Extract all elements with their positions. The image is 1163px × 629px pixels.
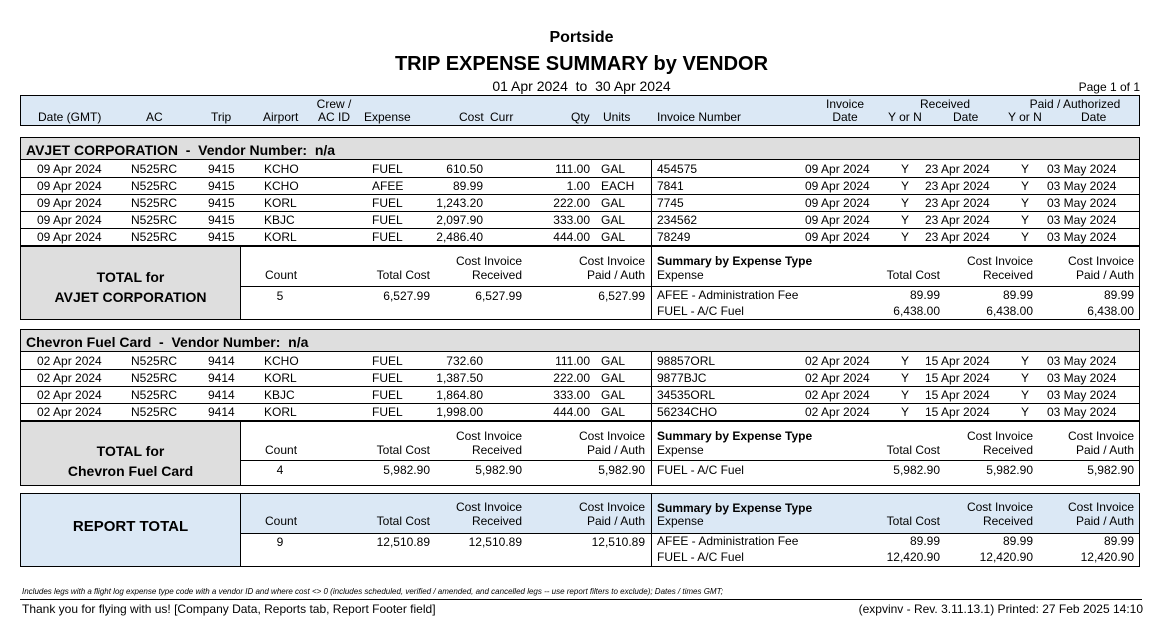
col-crew-line2: AC ID [317,110,350,124]
cell-date: 09 Apr 2024 [37,230,102,244]
cell-invoice-number: 234562 [657,213,698,227]
vendor-total-cost: 5,982.90 [383,463,430,477]
cell-paid-yn: Y [1021,388,1030,402]
cost-invoice-received-header-2: Received [471,514,522,528]
cell-invoice-date: 09 Apr 2024 [805,162,870,176]
cell-invoice-number: 7841 [657,179,684,193]
cell-date: 02 Apr 2024 [37,371,102,385]
summary-title: Summary by Expense Type [657,429,813,443]
cell-invoice-number: 56234CHO [657,405,718,419]
date-to: 30 Apr 2024 [595,78,671,94]
vendor-name: Chevron Fuel Card [26,334,152,350]
summary-received-header-2: Received [982,514,1033,528]
vendor-total-label [21,267,240,307]
summary-paid: 5,982.90 [1087,463,1134,477]
cost-invoice-paid-header-1: Cost Invoice [578,429,645,443]
summary-expense: AFEE - Administration Fee [657,534,799,548]
cell-ac: N525RC [131,388,178,402]
cell-ac: N525RC [131,354,178,368]
summary-expense: FUEL - A/C Fuel [657,550,744,564]
total-count-header: Count [265,443,298,457]
summary-paid-header-1: Cost Invoice [1067,429,1134,443]
col-paid-yn: Y or N [1008,110,1042,124]
summary-cost: 5,982.90 [893,463,940,477]
col-received-date: Date [953,110,979,124]
summary-received: 6,438.00 [986,304,1033,318]
summary-total-cost-header: Total Cost [886,514,940,528]
cell-airport: KCHO [264,354,299,368]
cell-invoice-date: 09 Apr 2024 [805,213,870,227]
cell-cost: 610.50 [446,162,483,176]
summary-total-cost-header: Total Cost [886,268,940,282]
col-ac: AC [146,110,163,124]
vendor-total-label-line1: TOTAL for [96,443,165,459]
cell-expense: FUEL [372,213,403,227]
cell-date: 09 Apr 2024 [37,179,102,193]
cell-received-yn: Y [901,354,910,368]
cell-cost: 1,998.00 [436,405,483,419]
report-total-paid: 12,510.89 [591,535,645,549]
cell-paid-date: 03 May 2024 [1047,405,1117,419]
summary-expense-header: Expense [657,443,704,457]
cost-invoice-received-header-2: Received [471,268,522,282]
cost-invoice-received-header-2: Received [471,443,522,457]
cell-paid-yn: Y [1021,196,1030,210]
col-received: Received [919,97,971,111]
cell-units: GAL [601,371,626,385]
summary-total-cost-header: Total Cost [886,443,940,457]
cost-invoice-received-header-1: Cost Invoice [455,429,522,443]
cell-received-date: 15 Apr 2024 [925,405,990,419]
summary-paid-header-2: Paid / Auth [1075,268,1134,282]
cell-paid-date: 03 May 2024 [1047,354,1117,368]
cell-paid-date: 03 May 2024 [1047,196,1117,210]
cell-paid-yn: Y [1021,230,1030,244]
col-date: Date (GMT) [38,110,102,124]
col-trip: Trip [211,110,232,124]
cell-invoice-date: 02 Apr 2024 [805,388,870,402]
report-title: TRIP EXPENSE SUMMARY by VENDOR [394,53,769,75]
summary-expense: FUEL - A/C Fuel [657,463,744,477]
cell-paid-date: 03 May 2024 [1047,179,1117,193]
company-name: Portside [549,29,614,46]
cell-trip: 9415 [208,213,235,227]
summary-received: 12,420.90 [979,550,1033,564]
summary-cost: 6,438.00 [893,304,940,318]
cost-invoice-paid-header-2: Paid / Auth [586,268,645,282]
summary-paid-header-1: Cost Invoice [1067,254,1134,268]
summary-received: 5,982.90 [986,463,1033,477]
col-received-yn: Y or N [888,110,922,124]
col-invoice-number: Invoice Number [657,110,742,124]
cell-airport: KORL [264,230,297,244]
cell-qty: 1.00 [566,179,590,193]
vendor-total-received: 6,527.99 [475,289,522,303]
table-row [20,403,1140,420]
cell-qty: 222.00 [553,196,590,210]
cost-invoice-paid-header-1: Cost Invoice [578,500,645,514]
col-expense: Expense [364,110,411,124]
summary-expense: FUEL - A/C Fuel [657,304,744,318]
col-invoice-date-line2: Date [832,110,858,124]
cell-cost: 1,243.20 [436,196,483,210]
total-count-header: Count [265,514,298,528]
summary-paid: 6,438.00 [1087,304,1134,318]
cell-qty: 333.00 [553,213,590,227]
date-from: 01 Apr 2024 [492,78,568,94]
vendor-count: 5 [276,289,284,303]
summary-received-header-1: Cost Invoice [966,429,1033,443]
summary-received-header-1: Cost Invoice [966,254,1033,268]
cell-units: GAL [601,388,626,402]
cell-expense: FUEL [372,371,403,385]
cell-paid-yn: Y [1021,213,1030,227]
cell-received-date: 23 Apr 2024 [925,213,990,227]
vendor-number: n/a [314,142,336,158]
cell-units: GAL [601,213,626,227]
cell-paid-yn: Y [1021,179,1030,193]
cell-cost: 2,486.40 [436,230,483,244]
vendor-name: AVJET CORPORATION [26,142,178,158]
cell-trip: 9415 [208,179,235,193]
summary-paid: 89.99 [1103,534,1134,548]
cell-qty: 444.00 [553,230,590,244]
cost-invoice-received-header-1: Cost Invoice [455,500,522,514]
summary-received: 89.99 [1002,534,1033,548]
cell-ac: N525RC [131,405,178,419]
summary-received-header-2: Received [982,268,1033,282]
cell-trip: 9415 [208,196,235,210]
table-row [20,194,1140,211]
cell-ac: N525RC [131,230,178,244]
cell-trip: 9414 [208,354,235,368]
cell-received-yn: Y [901,371,910,385]
cell-received-date: 15 Apr 2024 [925,354,990,368]
col-units: Units [603,110,631,124]
cell-paid-yn: Y [1021,371,1030,385]
cell-qty: 111.00 [555,162,590,176]
cell-units: GAL [601,230,626,244]
cell-invoice-date: 09 Apr 2024 [805,179,870,193]
cell-invoice-date: 02 Apr 2024 [805,371,870,385]
summary-expense-header: Expense [657,514,704,528]
cell-expense: FUEL [372,388,403,402]
vendor-total-label-line2: AVJET CORPORATION [54,289,207,305]
cell-invoice-date: 02 Apr 2024 [805,405,870,419]
report-total-received: 12,510.89 [468,535,522,549]
cell-paid-yn: Y [1021,354,1030,368]
vendor-number: n/a [288,334,309,350]
cell-paid-yn: Y [1021,405,1030,419]
vendor-count: 4 [276,463,284,477]
cost-invoice-paid-header-2: Paid / Auth [586,443,645,457]
cell-ac: N525RC [131,196,178,210]
summary-paid: 89.99 [1103,288,1134,302]
cell-date: 09 Apr 2024 [37,162,102,176]
cell-trip: 9415 [208,162,235,176]
cost-invoice-received-header-1: Cost Invoice [455,254,522,268]
table-row [20,211,1140,228]
date-range-separator: to [575,78,588,94]
cell-paid-date: 03 May 2024 [1047,213,1117,227]
cell-trip: 9414 [208,405,235,419]
table-row [20,352,1140,369]
col-crew-line1: Crew / [316,97,352,111]
date-range [0,78,1163,94]
cell-trip: 9415 [208,230,235,244]
cell-received-yn: Y [901,405,910,419]
cell-ac: N525RC [131,371,178,385]
cell-units: GAL [601,196,626,210]
vendor-total-label-line2: Chevron Fuel Card [67,463,194,479]
cell-invoice-number: 9877BJC [657,371,707,385]
total-cost-header: Total Cost [376,443,430,457]
cell-qty: 222.00 [553,371,590,385]
cell-invoice-date: 09 Apr 2024 [805,230,870,244]
vendor-number-label: Vendor Number: [171,334,281,350]
cell-received-date: 15 Apr 2024 [925,371,990,385]
cell-received-yn: Y [901,230,910,244]
cell-invoice-number: 98857ORL [657,354,716,368]
cell-expense: FUEL [372,196,403,210]
vendor-total-label [21,441,240,481]
summary-expense: AFEE - Administration Fee [657,288,799,302]
summary-title: Summary by Expense Type [657,501,813,515]
cost-invoice-paid-header-1: Cost Invoice [578,254,645,268]
vendor-total-received: 5,982.90 [475,463,522,477]
summary-expense-header: Expense [657,268,704,282]
cell-paid-date: 03 May 2024 [1047,162,1117,176]
footer-thanks: Thank you for flying with us! [Company Data, Reports tab, Report Footer field] [22,602,436,616]
cell-received-yn: Y [901,179,910,193]
cell-invoice-number: 7745 [657,196,684,210]
cell-received-yn: Y [901,213,910,227]
cell-invoice-number: 34535ORL [657,388,716,402]
vendor-total-paid: 5,982.90 [598,463,645,477]
cell-expense: FUEL [372,162,403,176]
summary-title: Summary by Expense Type [657,254,813,268]
cell-expense: FUEL [372,230,403,244]
summary-cost: 89.99 [909,288,940,302]
footer-version: (expvinv - Rev. 3.11.13.1) Printed: 27 Feb 2025 14:10 [858,602,1143,616]
cell-date: 09 Apr 2024 [37,196,102,210]
cell-ac: N525RC [131,179,178,193]
cell-cost: 1,864.80 [436,388,483,402]
col-curr: Curr [490,110,514,124]
cell-airport: KORL [264,405,297,419]
table-row [20,177,1140,194]
cell-received-date: 23 Apr 2024 [925,230,990,244]
cell-invoice-number: 454575 [657,162,698,176]
col-paid-date: Date [1081,110,1107,124]
cell-expense: FUEL [372,354,403,368]
report-total-label: REPORT TOTAL [72,518,189,535]
summary-cost: 12,420.90 [886,550,940,564]
table-row [20,386,1140,403]
cell-airport: KBJC [264,213,295,227]
cell-units: EACH [601,179,635,193]
cell-units: GAL [601,162,626,176]
cell-qty: 111.00 [555,354,590,368]
cell-received-date: 23 Apr 2024 [925,196,990,210]
cell-qty: 444.00 [553,405,590,419]
col-airport: Airport [263,110,299,124]
report-count: 9 [276,535,284,549]
cell-received-yn: Y [901,196,910,210]
vendor-total-paid: 6,527.99 [598,289,645,303]
table-row [20,160,1140,177]
cell-cost: 1,387.50 [436,371,483,385]
vendor-total-cost: 6,527.99 [383,289,430,303]
summary-paid-header-2: Paid / Auth [1075,514,1134,528]
cell-invoice-date: 02 Apr 2024 [805,354,870,368]
col-cost: Cost [459,110,484,124]
cell-ac: N525RC [131,162,178,176]
cell-units: GAL [601,354,626,368]
cell-airport: KCHO [264,162,299,176]
cell-airport: KCHO [264,179,299,193]
cell-date: 02 Apr 2024 [37,388,102,402]
cell-airport: KBJC [264,388,295,402]
vendor-title: AVJET CORPORATION - Vendor Number: n/a [26,142,336,158]
summary-received-header-2: Received [982,443,1033,457]
cell-date: 02 Apr 2024 [37,354,102,368]
col-paid: Paid / Authorized [1029,97,1121,111]
cell-received-date: 15 Apr 2024 [925,388,990,402]
cell-qty: 333.00 [553,388,590,402]
table-row [20,369,1140,386]
cell-date: 02 Apr 2024 [37,405,102,419]
summary-received: 89.99 [1002,288,1033,302]
summary-cost: 89.99 [909,534,940,548]
total-count-header: Count [265,268,298,282]
page-number: Page 1 of 1 [1078,80,1140,94]
cell-received-yn: Y [901,162,910,176]
cell-paid-date: 03 May 2024 [1047,388,1117,402]
vendor-total-label-line1: TOTAL for [96,269,165,285]
total-cost-header: Total Cost [376,268,430,282]
cell-expense: FUEL [372,405,403,419]
total-cost-header: Total Cost [376,514,430,528]
col-qty: Qty [571,110,590,124]
cell-received-date: 23 Apr 2024 [925,179,990,193]
vendor-title: Chevron Fuel Card - Vendor Number: n/a [26,334,309,350]
cell-paid-yn: Y [1021,162,1030,176]
cell-received-date: 23 Apr 2024 [925,162,990,176]
cell-paid-date: 03 May 2024 [1047,230,1117,244]
report-total-cost: 12,510.89 [376,535,430,549]
cell-trip: 9414 [208,388,235,402]
summary-paid-header-1: Cost Invoice [1067,500,1134,514]
summary-paid-header-2: Paid / Auth [1075,443,1134,457]
cell-paid-date: 03 May 2024 [1047,371,1117,385]
cell-invoice-number: 78249 [657,230,691,244]
cell-airport: KORL [264,371,297,385]
cell-ac: N525RC [131,213,178,227]
cost-invoice-paid-header-2: Paid / Auth [586,514,645,528]
cell-airport: KORL [264,196,297,210]
cell-cost: 89.99 [452,179,483,193]
col-invoice-date-line1: Invoice [825,97,865,111]
cell-expense: AFEE [372,179,404,193]
footer-note: Includes legs with a flight log expense type code with a vendor ID and where cost <> 0 (includes scheduled, verified / amended, and cancelled legs -- use report filters to exclude); Dates / times GMT; [22,587,724,596]
cell-trip: 9414 [208,371,235,385]
cell-invoice-date: 09 Apr 2024 [805,196,870,210]
table-row [20,228,1140,245]
cell-date: 09 Apr 2024 [37,213,102,227]
cell-received-yn: Y [901,388,910,402]
cell-cost: 732.60 [446,354,483,368]
summary-received-header-1: Cost Invoice [966,500,1033,514]
vendor-number-label: Vendor Number: [198,142,308,158]
cell-cost: 2,097.90 [436,213,483,227]
cell-units: GAL [601,405,626,419]
summary-paid: 12,420.90 [1080,550,1134,564]
